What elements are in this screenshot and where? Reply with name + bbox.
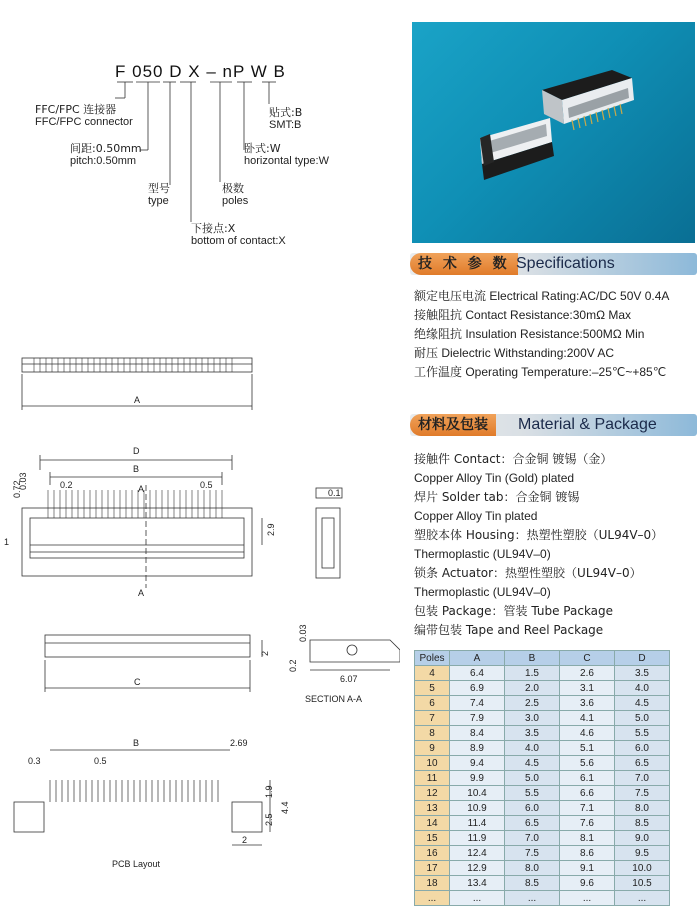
spec-item [414,363,669,382]
legend-smt-cn: 贴式:B [269,106,303,119]
technical-drawings [0,340,400,880]
dimension-table [414,650,670,906]
legend-ffc [35,103,133,129]
pcb-right-pad [232,802,262,832]
cell-dim: 12.4 [450,846,505,861]
cell-dim: 4.1 [560,711,615,726]
product-photo [412,22,695,243]
connector-image [412,22,695,243]
cell-dim: 3.5 [615,666,670,681]
legend-poles-cn: 极数 [222,182,244,195]
table-row [415,816,670,831]
dim-c: C [134,677,141,687]
cell-poles: 12 [415,786,450,801]
cell-dim: 13.4 [450,876,505,891]
legend-type-en: type [148,195,169,207]
spec-cn: 接触阻抗 [414,308,463,322]
cell-dim: 9.0 [615,831,670,846]
material-line: 编带包装 Tape and Reel Package [414,623,604,637]
cell-poles: 15 [415,831,450,846]
cell-dim: 4.0 [615,681,670,696]
cell-poles: 17 [415,861,450,876]
cell-dim: 8.5 [615,816,670,831]
material-line: 接触件 Contact：合金铜 镀锡（金） [414,452,613,466]
pcb-dim-05: 0.5 [94,756,107,766]
cell-dim: 7.9 [450,711,505,726]
legend-horizontal-cn: 卧式:W [244,142,281,155]
legend-type [148,182,170,208]
specs-list [414,287,669,382]
pcb-dim-2: 2 [242,835,248,845]
pcb-layout-label: PCB Layout [112,859,161,869]
cell-dim: 6.5 [615,756,670,771]
cell-dim: 6.1 [560,771,615,786]
cell-dim: 9.5 [615,846,670,861]
cell-dim: 3.1 [560,681,615,696]
cell-dim: 10.9 [450,801,505,816]
legend-pitch-cn: 间距:0.50mm [70,142,142,155]
table-row [415,741,670,756]
spec-item [414,325,669,344]
spec-en: Operating Temperature:–25℃~+85℃ [462,365,667,379]
cell-dim: 8.5 [505,876,560,891]
cell-dim: 11.9 [450,831,505,846]
cell-dim: 8.9 [450,741,505,756]
material-line: 塑胶本体 Housing：热塑性塑胶（UL94V–0） [414,528,664,542]
pcb-dim-19: 1.9 [264,785,274,798]
cell-dim: 7.6 [560,816,615,831]
spec-en: Contact Resistance:30mΩ Max [462,308,632,322]
cell-dim: 2.6 [560,666,615,681]
legend-contact-en: bottom of contact:X [191,235,286,247]
legend-poles-en: poles [222,195,249,207]
cell-dim: 9.6 [560,876,615,891]
section-label: SECTION A-A [305,694,363,704]
pn-B: B [273,62,286,81]
cell-dim: 5.1 [560,741,615,756]
material-title-cn: 材料及包装 [410,414,496,436]
pcb-dim-03: 0.3 [28,756,41,766]
material-line: 焊片 Solder tab：合金铜 镀锡 [414,490,580,504]
cell-poles: 18 [415,876,450,891]
cell-dim: ... [450,891,505,906]
cell-poles: 14 [415,816,450,831]
pn-D: D [169,62,183,81]
cell-poles: 4 [415,666,450,681]
material-line: Copper Alloy Tin plated [414,509,538,523]
legend-horizontal-en: horizontal type:W [244,155,329,167]
legend-smt [269,106,302,132]
legend-contact [191,222,286,248]
dim-003-section: 0.03 [298,624,308,642]
cell-poles: 10 [415,756,450,771]
table-row [415,801,670,816]
cell-dim: 4.5 [615,696,670,711]
cell-dim: 5.5 [505,786,560,801]
cell-dim: 6.0 [505,801,560,816]
cell-dim: 9.9 [450,771,505,786]
pcb-dim-269: 2.69 [230,738,248,748]
legend-pitch [70,142,142,168]
table-row [415,681,670,696]
dim-02: 0.2 [60,480,73,490]
specs-title-cn: 技 术 参 数 [410,253,518,275]
cell-dim: 8.6 [560,846,615,861]
table-row [415,831,670,846]
cell-dim: 6.4 [450,666,505,681]
table-row [415,771,670,786]
col-b: B [505,651,560,666]
cell-dim: 7.0 [505,831,560,846]
col-poles: Poles [415,651,450,666]
cell-dim: 4.5 [505,756,560,771]
pn-X: X [188,62,201,81]
col-d: D [615,651,670,666]
legend-smt-en: SMT:B [269,119,302,131]
dim-2-bottom: 2 [260,650,270,656]
section-a-top-mark: A [138,484,145,494]
cell-dim: 2.0 [505,681,560,696]
dim-29: 2.9 [266,523,276,536]
cell-dim: 5.0 [615,711,670,726]
cell-dim: 10.0 [615,861,670,876]
spec-item [414,344,669,363]
cell-poles: 16 [415,846,450,861]
top-view-body [22,358,252,372]
dim-003: 0.03 [18,472,28,490]
material-line: 包装 Package：管装 Tube Package [414,604,614,618]
cell-dim: 3.0 [505,711,560,726]
cell-dim: ... [615,891,670,906]
table-header-row [415,651,670,666]
pn-dash: – [206,62,217,81]
spec-en: Dielectric Withstanding:200V AC [438,346,615,360]
dim-b: B [133,464,140,474]
cell-dim: 6.6 [560,786,615,801]
cell-poles: ... [415,891,450,906]
pn-050: 050 [132,62,164,81]
legend-contact-cn: 下接点:X [191,222,236,235]
table-row [415,696,670,711]
cell-dim: 7.5 [505,846,560,861]
cell-poles: 6 [415,696,450,711]
spec-en: Electrical Rating:AC/DC 50V 0.4A [486,289,670,303]
cell-poles: 9 [415,741,450,756]
side-view-body [316,508,340,578]
legend-type-cn: 型号 [148,182,170,195]
cell-dim: 7.1 [560,801,615,816]
cell-dim: 12.9 [450,861,505,876]
cell-poles: 7 [415,711,450,726]
cell-dim: 2.5 [505,696,560,711]
specs-title-en: Specifications [516,255,615,272]
cell-dim: 7.4 [450,696,505,711]
dim-607: 6.07 [340,674,358,684]
bottom-view-body [45,635,250,657]
dim-1: 1 [4,537,10,547]
table-row [415,726,670,741]
cell-dim: 5.6 [560,756,615,771]
pcb-dim-44: 4.4 [280,801,290,814]
table-row [415,786,670,801]
cell-poles: 8 [415,726,450,741]
material-line: Thermoplastic (UL94V–0) [414,585,551,599]
cell-dim: 11.4 [450,816,505,831]
section-a-a-body [310,640,400,662]
cell-dim: 7.0 [615,771,670,786]
cell-poles: 5 [415,681,450,696]
specs-banner [410,253,697,275]
cell-dim: 9.4 [450,756,505,771]
spec-cn: 工作温度 [414,365,463,379]
legend-ffc-cn: FFC/FPC 连接器 [35,103,117,116]
legend-horizontal [244,142,329,168]
cell-dim: 6.9 [450,681,505,696]
cell-poles: 11 [415,771,450,786]
cell-dim: 6.0 [615,741,670,756]
spec-item [414,287,669,306]
spec-cn: 耐压 [414,346,439,360]
cell-dim: 10.5 [615,876,670,891]
material-list [414,450,663,640]
material-banner [410,414,697,436]
cell-dim: 8.0 [505,861,560,876]
table-row [415,711,670,726]
material-title-en: Material & Package [518,416,657,433]
pcb-left-pad [14,802,44,832]
spec-cn: 额定电压电流 [414,289,487,303]
material-line: 锁条 Actuator：热塑性塑胶（UL94V–0） [414,566,642,580]
cell-dim: 3.6 [560,696,615,711]
dim-02-section: 0.2 [288,659,298,672]
material-line: Thermoplastic (UL94V–0) [414,547,551,561]
spec-cn: 绝缘阻抗 [414,327,463,341]
cell-dim: 8.0 [615,801,670,816]
legend-pitch-en: pitch:0.50mm [70,155,137,167]
cell-dim: 1.5 [505,666,560,681]
cell-dim: 9.1 [560,861,615,876]
dim-d: D [133,446,140,456]
col-a: A [450,651,505,666]
dim-a-top: A [134,395,141,405]
cell-dim: 8.4 [450,726,505,741]
table-row [415,756,670,771]
col-c: C [560,651,615,666]
spec-en: Insulation Resistance:500MΩ Min [462,327,645,341]
table-row [415,666,670,681]
dim-072: 0.72 [12,480,22,498]
dim-05: 0.5 [200,480,213,490]
pcb-dim-25: 2.5 [264,813,274,826]
cell-dim: 4.6 [560,726,615,741]
legend-poles [222,182,248,208]
table-row [415,861,670,876]
cell-dim: 3.5 [505,726,560,741]
table-row [415,846,670,861]
section-a-bottom-mark: A [138,588,145,598]
legend-ffc-en: FFC/FPC connector [35,116,133,128]
table-row [415,891,670,906]
cell-dim: 10.4 [450,786,505,801]
cell-dim: 5.0 [505,771,560,786]
pcb-dim-b: B [133,738,140,748]
cell-dim: 5.5 [615,726,670,741]
pn-F: F [115,62,127,81]
cell-poles: 13 [415,801,450,816]
cell-dim: 8.1 [560,831,615,846]
cell-dim: 4.0 [505,741,560,756]
table-row [415,876,670,891]
cell-dim: 7.5 [615,786,670,801]
cell-dim: ... [560,891,615,906]
pn-nP: nP [222,62,246,81]
cell-dim: ... [505,891,560,906]
dim-01: 0.1 [328,488,341,498]
cell-dim: 6.5 [505,816,560,831]
spec-item [414,306,669,325]
pn-W: W [250,62,268,81]
material-line: Copper Alloy Tin (Gold) plated [414,471,575,485]
